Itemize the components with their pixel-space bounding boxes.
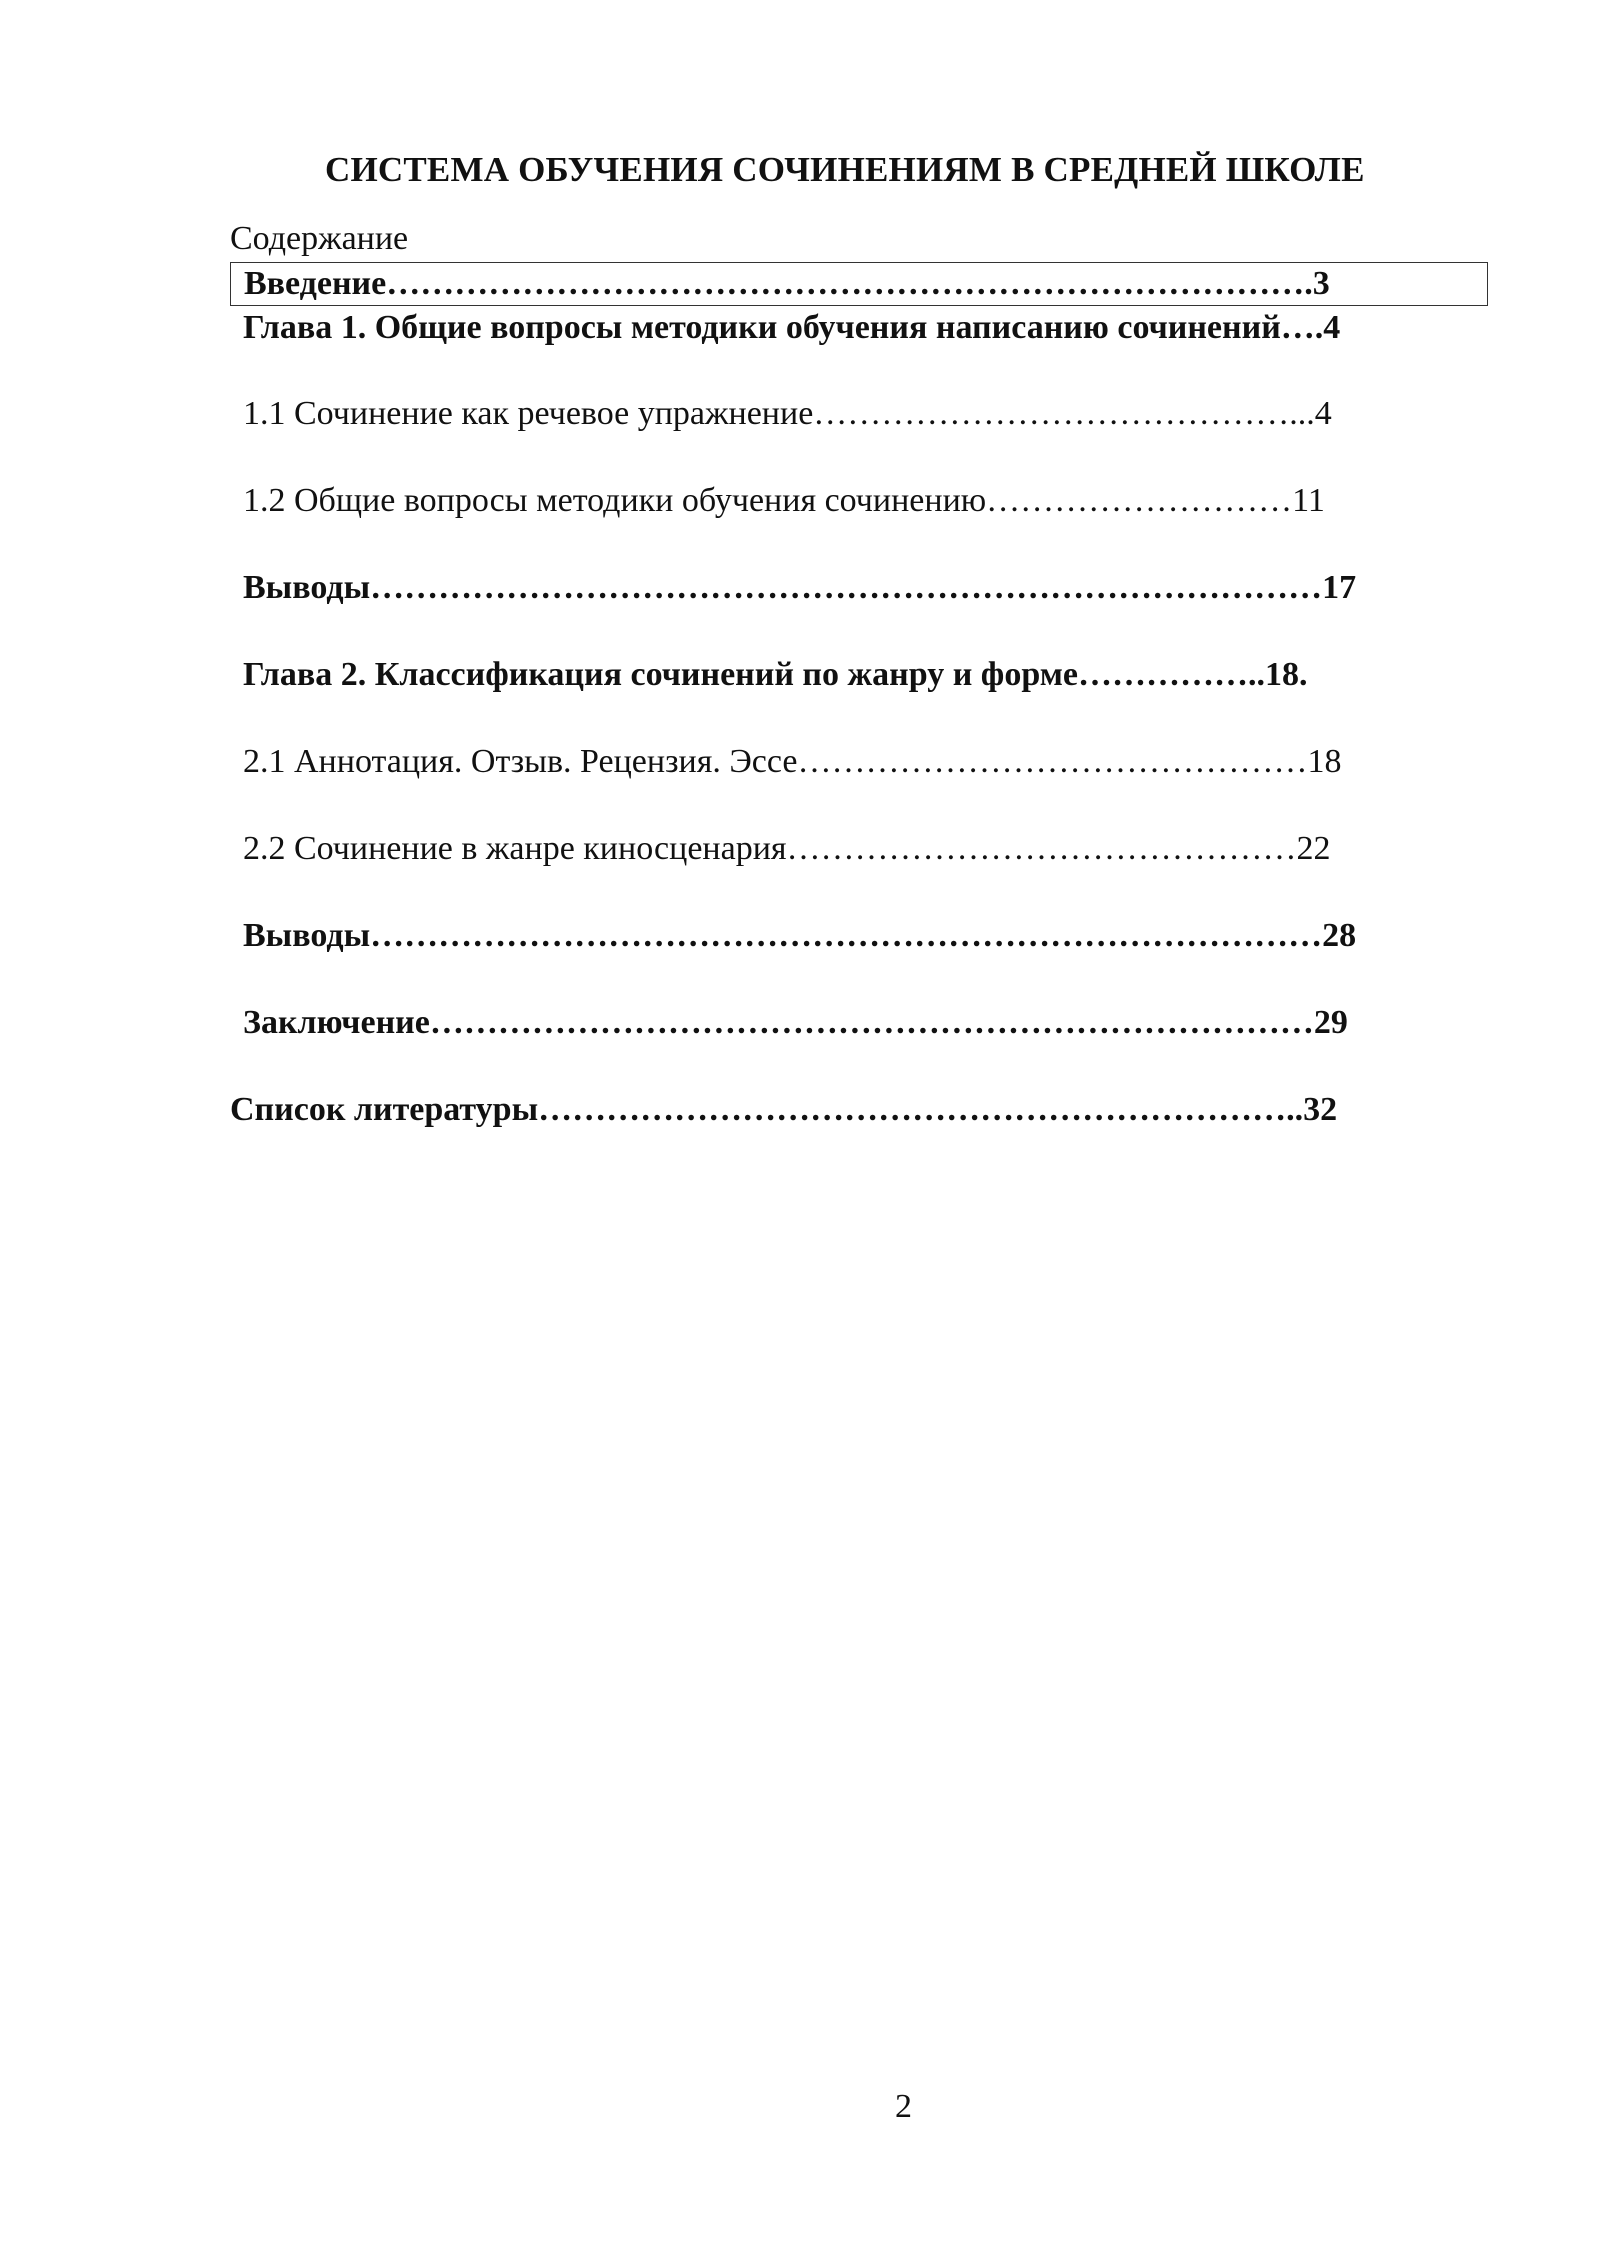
toc-entry-chapter-2[interactable]: Глава 2. Классификация сочинений по жанру и форме……………..18. — [243, 656, 1308, 693]
toc-entry-section-1-2[interactable]: 1.2 Общие вопросы методики обучения сочинению………………………11 — [243, 482, 1325, 519]
toc-entry-conclusions-1[interactable]: Выводы…………………………………………………………………………17 — [243, 569, 1357, 606]
page-number: 2 — [895, 2088, 912, 2125]
toc-entry-conclusion[interactable]: Заключение……………………………………………………………………29 — [243, 1004, 1348, 1041]
toc-entry-chapter-1[interactable]: Глава 1. Общие вопросы методики обучения написанию сочинений….4 — [243, 309, 1341, 346]
toc-heading: Содержание — [230, 220, 409, 257]
toc-entry-bibliography[interactable]: Список литературы…………………………………………………………..32 — [230, 1091, 1338, 1128]
document-title: СИСТЕМА ОБУЧЕНИЯ СОЧИНЕНИЯМ В СРЕДНЕЙ ШКОЛЕ — [325, 150, 1365, 189]
toc-entry-introduction[interactable]: Введение……………………………………………………………………….3 — [230, 262, 1488, 306]
toc-entry-section-2-1[interactable]: 2.1 Аннотация. Отзыв. Рецензия. Эссе………………………………………18 — [243, 743, 1342, 780]
toc-entry-section-1-1[interactable]: 1.1 Сочинение как речевое упражнение……………………………………...4 — [243, 395, 1332, 432]
toc-entry-conclusions-2[interactable]: Выводы…………………………………………………………………………28 — [243, 917, 1357, 954]
toc-entry-section-2-2[interactable]: 2.2 Сочинение в жанре киносценария………………………………………22 — [243, 830, 1331, 867]
